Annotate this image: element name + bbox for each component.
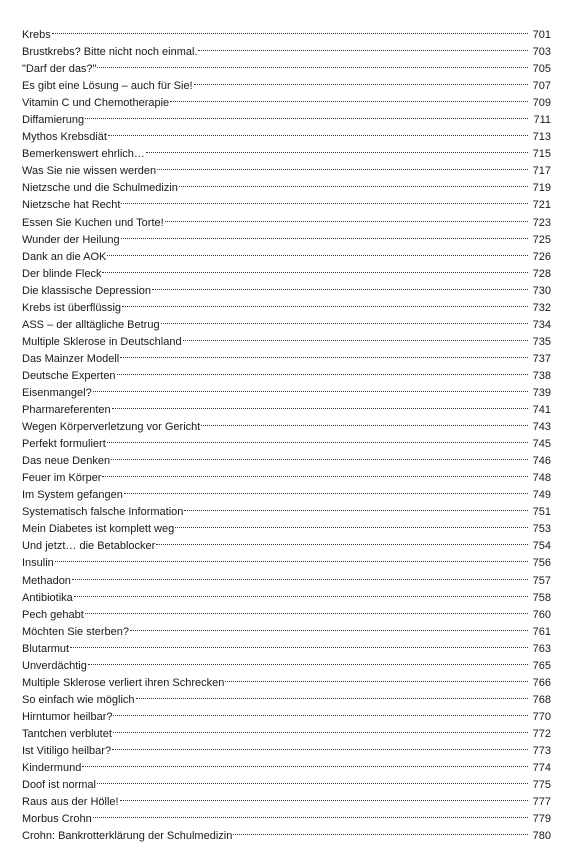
dot-leader (102, 464, 528, 481)
toc-entry-page-number: 725 (532, 233, 551, 246)
dot-leader (85, 106, 528, 123)
toc-entry-title: Die klassische Depression (22, 284, 151, 297)
dot-leader (183, 328, 528, 345)
dot-leader (121, 226, 528, 243)
dot-leader (124, 481, 528, 498)
toc-entry-title: Ist Vitiligo heilbar? (22, 744, 112, 757)
toc-entry-page-number: 757 (532, 574, 551, 587)
toc-entry-title: Was Sie nie wissen werden (22, 165, 157, 178)
toc-entry-page-number: 719 (532, 182, 551, 195)
dot-leader (179, 174, 528, 191)
dot-leader (52, 21, 528, 38)
toc-entry[interactable] (22, 38, 551, 59)
toc-entry-title: Das neue Denken (22, 455, 111, 468)
toc-entry-page-number: 777 (532, 796, 551, 809)
toc-entry-page-number: 709 (532, 97, 551, 110)
toc-entry-title: Methadon (22, 574, 71, 587)
toc-entry-title: Crohn: Bankrotterklärung der Schulmedizin (22, 830, 233, 843)
toc-entry-title: Tantchen verblutet (22, 727, 112, 740)
dot-leader (72, 567, 528, 584)
toc-entry-page-number: 730 (532, 284, 551, 297)
toc-entry-page-number: 754 (532, 540, 551, 553)
toc-entry-title: Eisenmangel? (22, 386, 92, 399)
toc-entry-page-number: 717 (532, 165, 551, 178)
dot-leader (107, 430, 528, 447)
toc-entry-page-number: 753 (532, 523, 551, 536)
dot-leader (55, 549, 528, 566)
toc-entry-title: Multiple Sklerose verliert ihren Schrecken (22, 676, 225, 689)
toc-entry[interactable] (22, 567, 551, 587)
dot-leader (117, 362, 528, 379)
dot-leader (88, 652, 528, 669)
dot-leader (146, 140, 528, 157)
toc-entry[interactable] (22, 771, 551, 792)
dot-leader (93, 805, 528, 822)
toc-entry[interactable] (22, 822, 551, 843)
toc-entry[interactable] (22, 618, 551, 638)
dot-leader (233, 822, 528, 839)
toc-entry-page-number: 749 (532, 489, 551, 502)
dot-leader (157, 157, 528, 174)
toc-entry-title: Pharmareferenten (22, 404, 111, 417)
toc-entry-page-number: 775 (532, 779, 551, 792)
toc-entry-title: So einfach wie möglich (22, 693, 135, 706)
toc-entry-page-number: 760 (532, 608, 551, 621)
dot-leader (97, 55, 528, 72)
toc-entry-title: Deutsche Experten (22, 369, 116, 382)
toc-entry-title: Es gibt eine Lösung – auch für Sie! (22, 80, 193, 93)
toc-entry-page-number: 765 (532, 659, 551, 672)
toc-entry-title: Und jetzt… die Betablocker (22, 540, 156, 553)
toc-entry-page-number: 761 (532, 625, 551, 638)
dot-leader (136, 686, 528, 703)
toc-entry-title: Insulin (22, 557, 54, 570)
toc-entry-page-number: 746 (532, 455, 551, 468)
dot-leader (108, 123, 528, 140)
toc-entry-title: Feuer im Körper (22, 472, 102, 485)
toc-entry-page-number: 705 (532, 63, 551, 76)
dot-leader (112, 737, 528, 754)
toc-entry-title: Das Mainzer Modell (22, 352, 120, 365)
toc-entry-title: Krebs ist überflüssig (22, 301, 122, 314)
dot-leader (130, 618, 528, 635)
toc-entry-title: Hirntumor heilbar? (22, 710, 113, 723)
toc-entry-title: Diffamierung (22, 114, 85, 127)
toc-entry[interactable] (22, 55, 551, 76)
toc-entry-page-number: 743 (532, 421, 551, 434)
dot-leader (184, 498, 528, 515)
dot-leader (225, 669, 528, 686)
dot-leader (201, 413, 528, 430)
toc-entry[interactable] (22, 805, 551, 826)
toc-entry[interactable] (22, 21, 551, 41)
table-of-contents (22, 21, 551, 843)
dot-leader (112, 396, 528, 413)
toc-entry-page-number: 780 (532, 830, 551, 843)
toc-entry-title: Unverdächtig (22, 659, 87, 672)
dot-leader (70, 635, 528, 652)
toc-entry-page-number: 758 (532, 591, 551, 604)
toc-entry-title: Nietzsche und die Schulmedizin (22, 182, 178, 195)
toc-entry-page-number: 734 (532, 318, 551, 331)
dot-leader (165, 209, 528, 226)
toc-entry-title: ASS – der alltägliche Betrug (22, 318, 160, 331)
toc-entry-title: Systematisch falsche Information (22, 506, 184, 519)
toc-entry-page-number: 721 (532, 199, 551, 212)
toc-entry-title: Blutarmut (22, 642, 70, 655)
toc-entry-title: Doof ist normal (22, 779, 96, 792)
dot-leader (194, 72, 528, 89)
toc-entry-title: Mein Diabetes ist komplett weg (22, 523, 175, 536)
toc-entry-page-number: 763 (532, 642, 551, 655)
toc-entry-title: Vitamin C und Chemotherapie (22, 97, 170, 110)
toc-entry-page-number: 728 (532, 267, 551, 280)
toc-entry-page-number: 711 (533, 114, 551, 127)
dot-leader (85, 601, 528, 618)
toc-entry-title: Brustkrebs? Bitte nicht noch einmal. (22, 46, 198, 59)
toc-entry-page-number: 773 (532, 744, 551, 757)
toc-entry-title: Dank an die AOK (22, 250, 107, 263)
toc-entry[interactable] (22, 669, 551, 689)
toc-entry-page-number: 770 (532, 710, 551, 723)
dot-leader (113, 720, 528, 737)
toc-entry-title: Morbus Crohn (22, 813, 92, 826)
toc-entry-page-number: 748 (532, 472, 551, 485)
toc-entry[interactable] (22, 754, 551, 775)
dot-leader (152, 277, 528, 294)
toc-entry-page-number: 774 (532, 762, 551, 775)
toc-entry-page-number: 741 (532, 404, 551, 417)
dot-leader (170, 89, 528, 106)
dot-leader (97, 771, 528, 788)
dot-leader (111, 447, 528, 464)
toc-entry-title: Kindermund (22, 762, 82, 775)
toc-entry-page-number: 713 (532, 131, 551, 144)
toc-entry[interactable] (22, 72, 551, 93)
dot-leader (198, 38, 528, 55)
toc-entry-page-number: 737 (532, 352, 551, 365)
toc-entry-page-number: 703 (532, 46, 551, 59)
toc-entry[interactable] (22, 106, 551, 127)
toc-entry-page-number: 751 (532, 506, 551, 519)
dot-leader (175, 515, 528, 532)
toc-entry[interactable] (22, 379, 551, 399)
toc-entry-title: Perfekt formuliert (22, 438, 106, 451)
toc-entry[interactable] (22, 788, 551, 809)
toc-entry-title: Wunder der Heilung (22, 233, 120, 246)
dot-leader (107, 243, 528, 260)
toc-entry-page-number: 739 (532, 386, 551, 399)
toc-entry-page-number: 701 (532, 29, 551, 41)
dot-leader (102, 260, 528, 277)
toc-entry-page-number: 732 (532, 301, 551, 314)
toc-entry-page-number: 715 (532, 148, 551, 161)
toc-entry-title: Im System gefangen (22, 489, 123, 502)
toc-entry-page-number: 738 (532, 369, 551, 382)
toc-entry[interactable] (22, 584, 551, 604)
toc-entry-page-number: 726 (532, 250, 551, 263)
toc-entry-page-number: 745 (532, 438, 551, 451)
toc-entry-title: Wegen Körperverletzung vor Gericht (22, 421, 201, 434)
toc-entry-page-number: 723 (532, 216, 551, 229)
toc-entry-title: Raus aus der Hölle! (22, 796, 119, 809)
toc-entry-title: Multiple Sklerose in Deutschland (22, 335, 182, 348)
toc-entry-title: Bemerkenswert ehrlich… (22, 148, 145, 161)
toc-entry-title: Der blinde Fleck (22, 267, 102, 280)
toc-entry[interactable] (22, 652, 551, 672)
toc-entry-title: Antibiotika (22, 591, 73, 604)
toc-entry-title: Möchten Sie sterben? (22, 625, 130, 638)
dot-leader (122, 294, 528, 311)
toc-entry-page-number: 779 (532, 813, 551, 826)
dot-leader (161, 311, 528, 328)
toc-entry-page-number: 772 (532, 727, 551, 740)
toc-entry[interactable] (22, 601, 551, 621)
dot-leader (156, 532, 528, 549)
toc-entry-title: Essen Sie Kuchen und Torte! (22, 216, 164, 229)
dot-leader (121, 191, 528, 208)
toc-entry-page-number: 735 (532, 335, 551, 348)
toc-entry-page-number: 768 (532, 693, 551, 706)
toc-entry[interactable] (22, 396, 551, 417)
toc-entry-title: Mythos Krebsdiät (22, 131, 107, 144)
dot-leader (120, 345, 528, 362)
dot-leader (113, 703, 528, 720)
toc-entry-page-number: 756 (532, 557, 551, 570)
toc-entry-page-number: 707 (532, 80, 551, 93)
dot-leader (93, 379, 528, 396)
toc-entry-title: Krebs (22, 29, 51, 41)
toc-entry-title: Pech gehabt (22, 608, 84, 621)
toc-entry[interactable] (22, 635, 551, 655)
toc-entry[interactable] (22, 549, 551, 570)
dot-leader (82, 754, 528, 771)
toc-entry-page-number: 766 (532, 676, 551, 689)
dot-leader (74, 584, 528, 601)
toc-entry-title: Nietzsche hat Recht (22, 199, 121, 212)
dot-leader (120, 788, 528, 805)
toc-entry-title: "Darf der das?" (22, 63, 97, 76)
toc-entry[interactable] (22, 123, 551, 144)
